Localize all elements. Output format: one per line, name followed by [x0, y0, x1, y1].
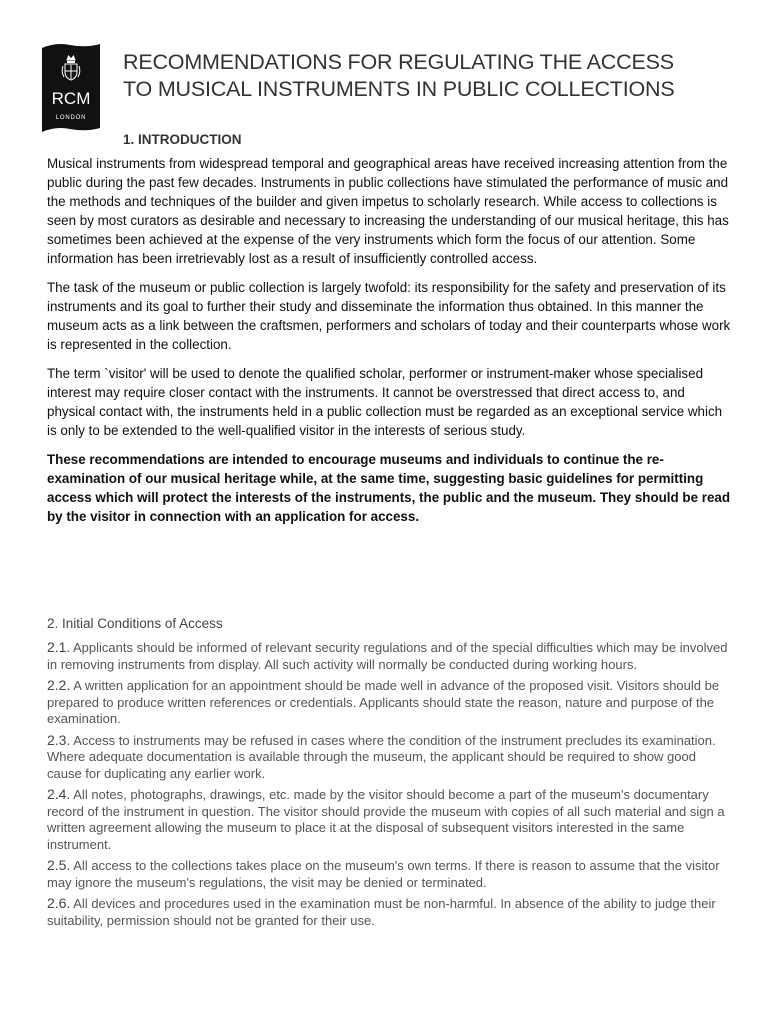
item-number: 2.5.	[47, 857, 71, 873]
intro-paragraph-3: The term `visitor' will be used to denote the qualified scholar, performer or instrument-maker whose specialised interest may require closer contact with the instruments. It cannot be overstressed that direct access to, and physical contact with, the instruments held in a public collection must be regarded as an exceptional service which is only to be extended to the well-qualified visitor in the interests of serious study.	[47, 366, 723, 438]
intro-paragraph-2: The task of the museum or public collection is largely twofold: its responsibility for the safety and preservation of its instruments and its goal to further their study and disseminate the information thus obtained. In this manner the museum acts as a link between the craftsmen, performers and scholars of today and their counterparts whose work is represented in the collection.	[47, 280, 731, 352]
item-text: . Applicants should be informed of relevant security regulations and of the special difficulties which may be involved in removing instruments from display. All such activity will normally be conducted during working hours.	[47, 640, 728, 672]
item-2-6	[47, 895, 733, 929]
title-line-1: RECOMMENDATIONS FOR REGULATING THE ACCESS	[123, 50, 674, 74]
introduction-body	[47, 154, 733, 536]
item-2-2	[47, 677, 733, 728]
item-number: 2.1	[47, 639, 67, 655]
item-number: 2.2.	[47, 677, 71, 693]
section-2-heading: 2. Initial Conditions of Access	[47, 616, 223, 631]
item-number: 2.3.	[47, 731, 71, 748]
item-text: All notes, photographs, drawings, etc. made by the visitor should become a part of the museum's documentary record of the instrument in question. The visitor should provide the museum with copies of all such material and sign a written agreement allowing the museum to place it at the disposal of subsequent visitors interested in the same instrument.	[47, 787, 725, 852]
item-text: Access to instruments may be refused in cases where the condition of the instrument precludes its examination. Where adequate documentation is available through the museum, the applicant should be required to show good cause for duplicating any earlier work.	[47, 732, 716, 781]
logo-text: RCM	[51, 89, 91, 108]
item-2-3	[47, 732, 733, 783]
item-text: All access to the collections takes place on the museum's own terms. If there is reason to assume that the visitor may ignore the museum's regulations, the visit may be denied or terminated.	[47, 858, 720, 890]
intro-paragraph-4-bold: These recommendations are intended to encourage museums and individuals to continue the re-examination of our musical heritage while, at the same time, suggesting basic guidelines for permitting access which will protect the interests of the instruments, the public and the museum. They should be read by the visitor in connection with an application for access.	[47, 452, 731, 524]
rcm-logo	[42, 42, 100, 134]
document-title	[123, 49, 743, 103]
section-initial-conditions	[47, 614, 733, 933]
intro-paragraph-1: Musical instruments from widespread temporal and geographical areas have received increasing attention from the public during the past few decades. Instruments in public collections have stimulated the performance of music and the methods and techniques of the builder and given impetus to scholarly research. While access to collections is seen by most curators as desirable and necessary to increasing the understanding of our musical heritage, this has sometimes been achieved at the expense of the very instruments which form the focus of our attention. Some information has been irretrievably lost as a result of insufficiently controlled access.	[47, 156, 729, 266]
item-number: 2.6.	[47, 895, 71, 911]
item-2-5	[47, 857, 733, 891]
item-text: All devices and procedures used in the examination must be non-harmful. In absence of the ability to judge their suitability, permission should not be granted for their use.	[47, 896, 716, 928]
logo-subtext: LONDON	[55, 115, 87, 121]
item-number: 2.4.	[47, 786, 71, 802]
introduction-heading: 1. INTRODUCTION	[123, 132, 242, 147]
title-line-2: TO MUSICAL INSTRUMENTS IN PUBLIC COLLECTIONS	[123, 77, 675, 101]
item-2-4	[47, 786, 733, 853]
rcm-flag-emblem	[42, 42, 100, 134]
item-text: A written application for an appointment should be made well in advance of the proposed visit. Visitors should be prepared to produce written references or credentials. Applicants should state the reason, nature and purpose of the examination.	[47, 678, 720, 726]
item-2-1	[47, 639, 733, 673]
